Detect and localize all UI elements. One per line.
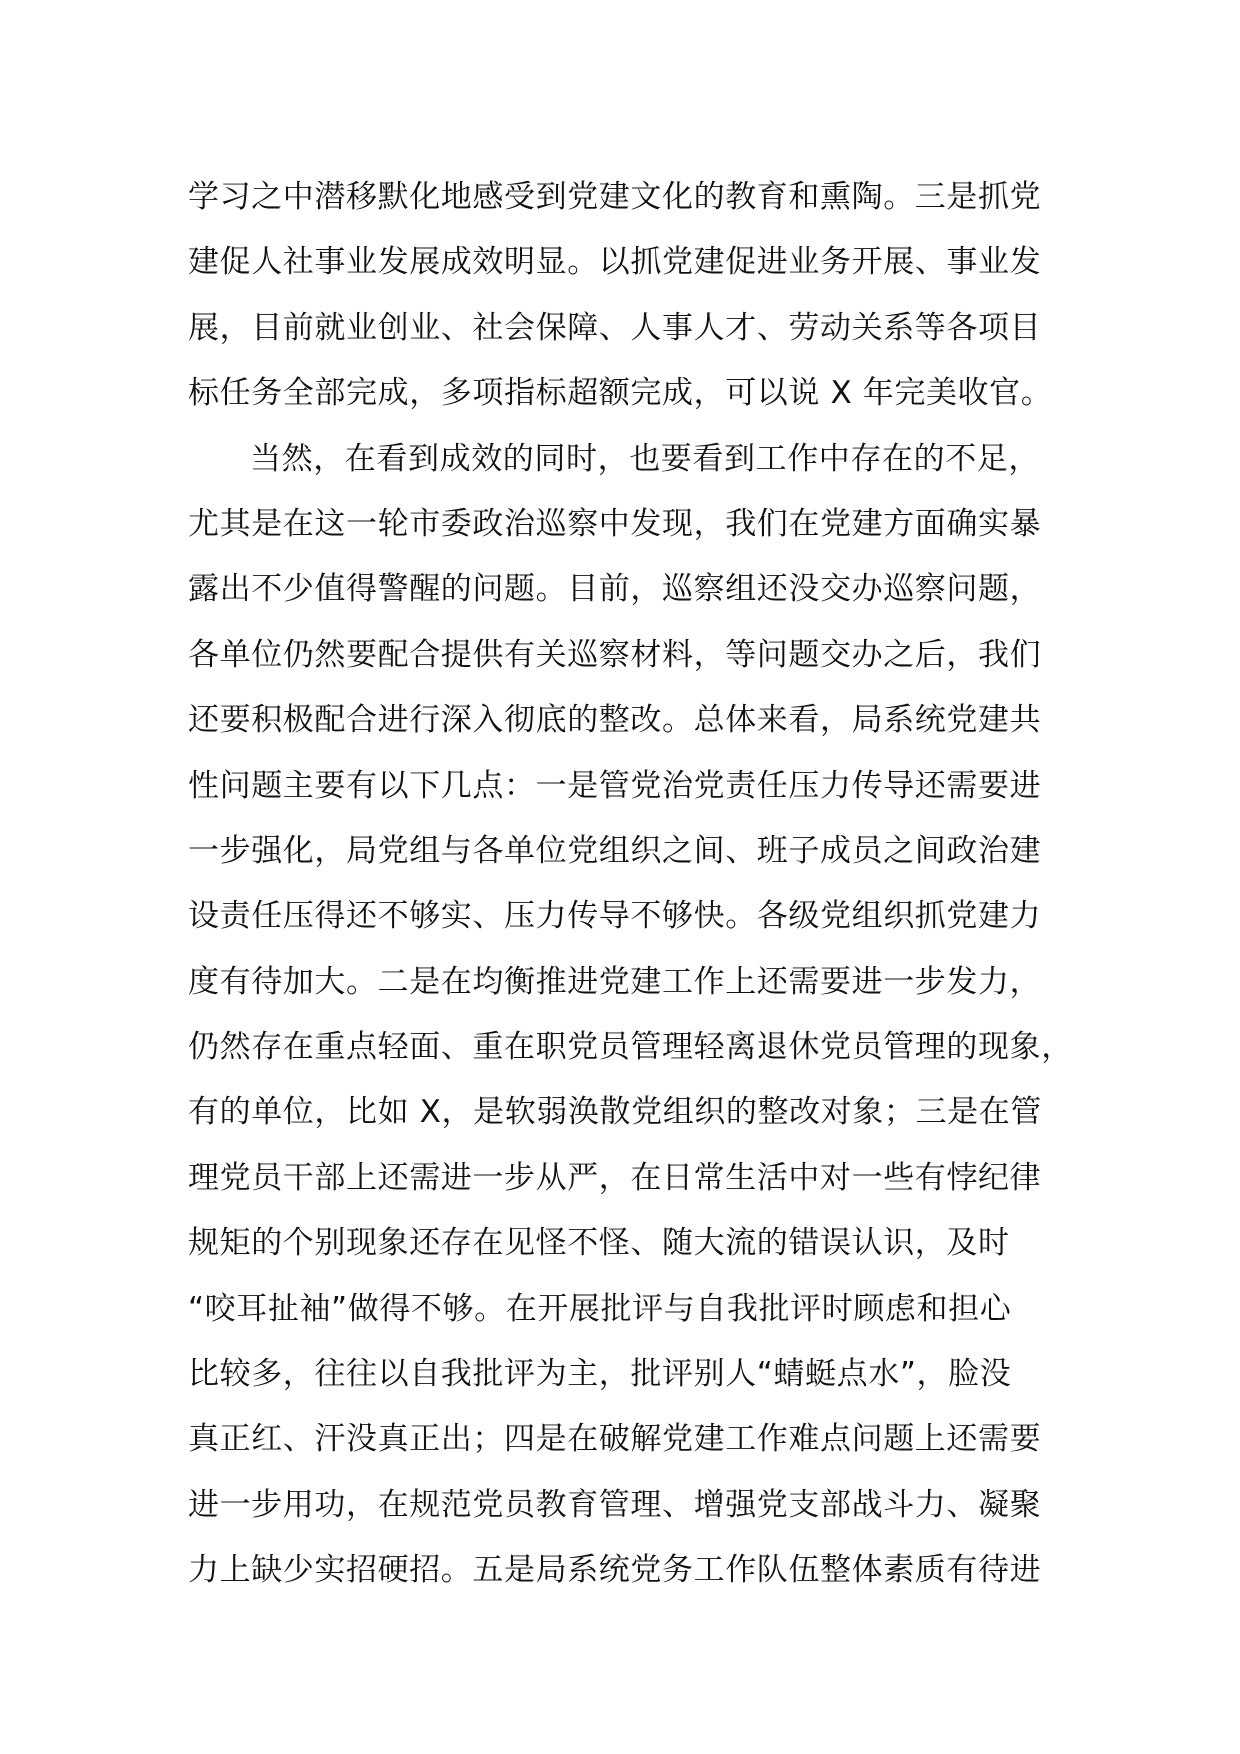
- body-text: [188, 165, 1073, 1604]
- text-line: 还要积极配合进行深入彻底的整改。总体来看，局系统党建共: [188, 702, 1042, 739]
- text-line: 尤其是在这一轮市委政治巡察中发现，我们在党建方面确实暴: [188, 505, 1042, 542]
- text-line: 标任务全部完成，多项指标超额完成，可以说 X 年完美收官。: [188, 375, 1053, 412]
- text-line: 一步强化，局党组与各单位党组织之间、班子成员之间政治建: [188, 832, 1042, 869]
- text-line: 规矩的个别现象还存在见怪不怪、随大流的错误认识，及时: [188, 1225, 1010, 1262]
- text-line: 理党员干部上还需进一步从严，在日常生活中对一些有悖纪律: [188, 1159, 1042, 1196]
- text-line: 进一步用功，在规范党员教育管理、增强党支部战斗力、凝聚: [188, 1486, 1042, 1523]
- text-line: 有的单位，比如 X，是软弱涣散党组织的整改对象；三是在管: [188, 1094, 1042, 1131]
- text-line: 度有待加大。二是在均衡推进党建工作上还需要进一步发力，: [188, 963, 1042, 1000]
- text-line: 展，目前就业创业、社会保障、人事人才、劳动关系等各项目: [188, 309, 1042, 346]
- text-line: 设责任压得还不够实、压力传导不够快。各级党组织抓党建力: [188, 898, 1042, 935]
- text-line: 力上缺少实招硬招。五是局系统党务工作队伍整体素质有待进: [188, 1552, 1042, 1589]
- text-line: 露出不少值得警醒的问题。目前，巡察组还没交办巡察问题，: [188, 571, 1042, 608]
- text-line: 各单位仍然要配合提供有关巡察材料，等问题交办之后，我们: [188, 636, 1042, 673]
- text-line: 性问题主要有以下几点：一是管党治党责任压力传导还需要进: [188, 767, 1042, 804]
- text-line: 真正红、汗没真正出；四是在破解党建工作难点问题上还需要: [188, 1421, 1042, 1458]
- paragraph-first-line: 当然，在看到成效的同时，也要看到工作中存在的不足，: [250, 440, 1040, 477]
- text-line: 比较多，往往以自我批评为主，批评别人“蜻蜓点水”，脸没: [188, 1356, 1012, 1393]
- text-line: “咬耳扯袖”做得不够。在开展批评与自我批评时顾虑和担心: [188, 1290, 1012, 1327]
- text-line: 学习之中潜移默化地感受到党建文化的教育和熏陶。三是抓党: [188, 179, 1042, 215]
- text-line: 仍然存在重点轻面、重在职党员管理轻离退休党员管理的现象，: [188, 1029, 1073, 1066]
- text-line: 建促人社事业发展成效明显。以抓党建促进业务开展、事业发: [188, 244, 1042, 281]
